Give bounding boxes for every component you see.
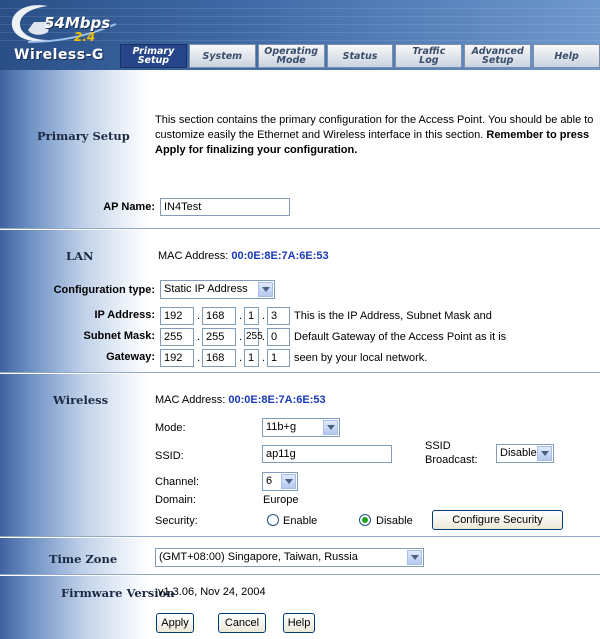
lan-note-line-2: Default Gateway of the Access Point as it is: [294, 331, 507, 343]
dot-separator: .: [197, 331, 201, 343]
tab-help-label: Help: [554, 50, 579, 62]
ap-name-label: AP Name:: [103, 201, 155, 213]
tab-traffic-log[interactable]: [395, 44, 462, 68]
cancel-button[interactable]: Cancel: [218, 613, 266, 633]
subnet-octet-4[interactable]: 0: [267, 328, 290, 346]
wireless-heading: Wireless: [53, 393, 109, 407]
subnet-octet-1[interactable]: 255: [160, 328, 194, 346]
wireless-mac-address: [155, 394, 326, 406]
dot-separator: .: [197, 352, 201, 364]
divider: [0, 372, 600, 374]
tab-traffic-log-line2: Log: [419, 55, 439, 66]
ip-octet-4[interactable]: 3: [267, 307, 290, 325]
logo-product-name: Wireless-G: [14, 47, 104, 63]
ssid-broadcast-select[interactable]: [496, 444, 554, 463]
tab-advanced-setup[interactable]: [464, 44, 531, 68]
tab-system[interactable]: [189, 44, 256, 68]
dot-separator: .: [239, 310, 243, 322]
tab-primary-setup-line2: Setup: [137, 55, 170, 66]
tab-operating-mode[interactable]: [258, 44, 325, 68]
gateway-octet-1[interactable]: 192: [160, 349, 194, 367]
lan-mac-value: 00:0E:8E:7A:6E:53: [231, 250, 329, 262]
ssid-label: SSID:: [155, 450, 184, 462]
ip-octet-1[interactable]: 192: [160, 307, 194, 325]
gateway-octet-3[interactable]: 1: [244, 349, 259, 367]
security-disable-radio[interactable]: [359, 514, 371, 526]
tab-operating-mode-line1: Operating: [264, 46, 319, 57]
ip-octet-2[interactable]: 168: [202, 307, 236, 325]
ip-octet-3[interactable]: 1: [244, 307, 259, 325]
lan-mac-label: MAC Address:: [158, 250, 229, 262]
firmware-version-value: v1.3.06, Nov 24, 2004: [158, 586, 266, 598]
chevron-down-icon: [281, 474, 296, 489]
gateway-octet-2[interactable]: 168: [202, 349, 236, 367]
lan-heading: LAN: [66, 249, 94, 263]
divider: [0, 574, 600, 576]
dot-separator: .: [262, 352, 266, 364]
ap-name-input[interactable]: IN4Test: [160, 198, 290, 216]
description-line-2-bold: Remember to press: [486, 129, 590, 141]
security-enable-label: Enable: [283, 515, 318, 527]
tab-operating-mode-line2: Mode: [276, 55, 306, 66]
subnet-octet-3[interactable]: 255: [244, 328, 259, 346]
channel-value: 6: [266, 475, 273, 487]
channel-select[interactable]: [262, 472, 298, 491]
channel-label: Channel:: [155, 476, 200, 488]
dot-separator: .: [262, 310, 266, 322]
firmware-version-heading: Firmware Version: [61, 586, 175, 600]
ssid-broadcast-value: Disable: [500, 447, 537, 459]
main-content: [0, 70, 600, 639]
chevron-down-icon: [258, 282, 273, 297]
security-enable-radio[interactable]: [267, 514, 279, 526]
description-line-2-plain: customize easily the Ethernet and Wireless interface in this section.: [155, 129, 487, 141]
logo-frequency: 2.4: [74, 30, 96, 44]
wireless-mac-value: 00:0E:8E:7A:6E:53: [228, 394, 326, 406]
tab-system-label: System: [202, 50, 243, 62]
config-type-label: Configuration type:: [53, 284, 155, 296]
description-line-3: Apply for finalizing your configuration.: [155, 144, 358, 156]
time-zone-heading: Time Zone: [49, 552, 118, 566]
mode-value: 11b+g: [266, 421, 297, 433]
help-button[interactable]: Help: [283, 613, 315, 633]
time-zone-value: (GMT+08:00) Singapore, Taiwan, Russia: [159, 551, 358, 563]
tab-status[interactable]: [327, 44, 394, 68]
lan-mac-address: [158, 250, 329, 262]
dot-separator: .: [239, 352, 243, 364]
dot-separator: .: [239, 331, 243, 343]
config-type-select[interactable]: [160, 280, 275, 299]
subnet-mask-label: Subnet Mask:: [83, 330, 155, 342]
mode-label: Mode:: [155, 422, 186, 434]
header-banner: [0, 0, 600, 70]
tab-advanced-setup-line1: Advanced: [471, 46, 524, 57]
divider: [0, 536, 600, 538]
wireless-mac-label: MAC Address:: [155, 394, 226, 406]
logo-speed: 54Mbps: [44, 14, 111, 32]
ssid-broadcast-label-line-1: SSID: [425, 440, 451, 452]
domain-label: Domain:: [155, 494, 196, 506]
config-type-value: Static IP Address: [164, 283, 248, 295]
apply-button[interactable]: Apply: [156, 613, 194, 633]
description-line-1: This section contains the primary configuration for the Access Point. You should be able to: [155, 114, 594, 126]
subnet-octet-2[interactable]: 255: [202, 328, 236, 346]
chevron-down-icon: [537, 446, 552, 461]
dot-separator: .: [262, 331, 266, 343]
security-disable-label: Disable: [376, 515, 413, 527]
tab-status-label: Status: [342, 50, 378, 62]
ip-address-label: IP Address:: [94, 309, 155, 321]
divider: [0, 228, 600, 230]
ssid-broadcast-label-line-2: Broadcast:: [425, 454, 478, 466]
tab-primary-setup-line1: Primary: [132, 46, 175, 57]
security-label: Security:: [155, 515, 198, 527]
configure-security-button[interactable]: Configure Security: [432, 510, 563, 530]
chevron-down-icon: [323, 420, 338, 435]
tab-advanced-setup-line2: Setup: [482, 55, 514, 66]
domain-value: Europe: [263, 494, 299, 506]
time-zone-select[interactable]: [155, 548, 424, 567]
ssid-input[interactable]: ap11g: [262, 445, 392, 463]
mode-select[interactable]: [262, 418, 340, 437]
gateway-octet-4[interactable]: 1: [267, 349, 290, 367]
description-line-2: [155, 129, 589, 141]
tab-help[interactable]: [533, 44, 600, 68]
chevron-down-icon: [407, 550, 422, 565]
nav-tabs: [120, 44, 600, 68]
gateway-label: Gateway:: [106, 351, 155, 363]
tab-primary-setup[interactable]: [120, 44, 187, 68]
dot-separator: .: [197, 310, 201, 322]
tab-traffic-log-line1: Traffic: [412, 46, 446, 57]
primary-setup-heading: Primary Setup: [37, 129, 130, 143]
lan-note-line-1: This is the IP Address, Subnet Mask and: [294, 310, 492, 322]
lan-note-line-3: seen by your local network.: [294, 352, 428, 364]
